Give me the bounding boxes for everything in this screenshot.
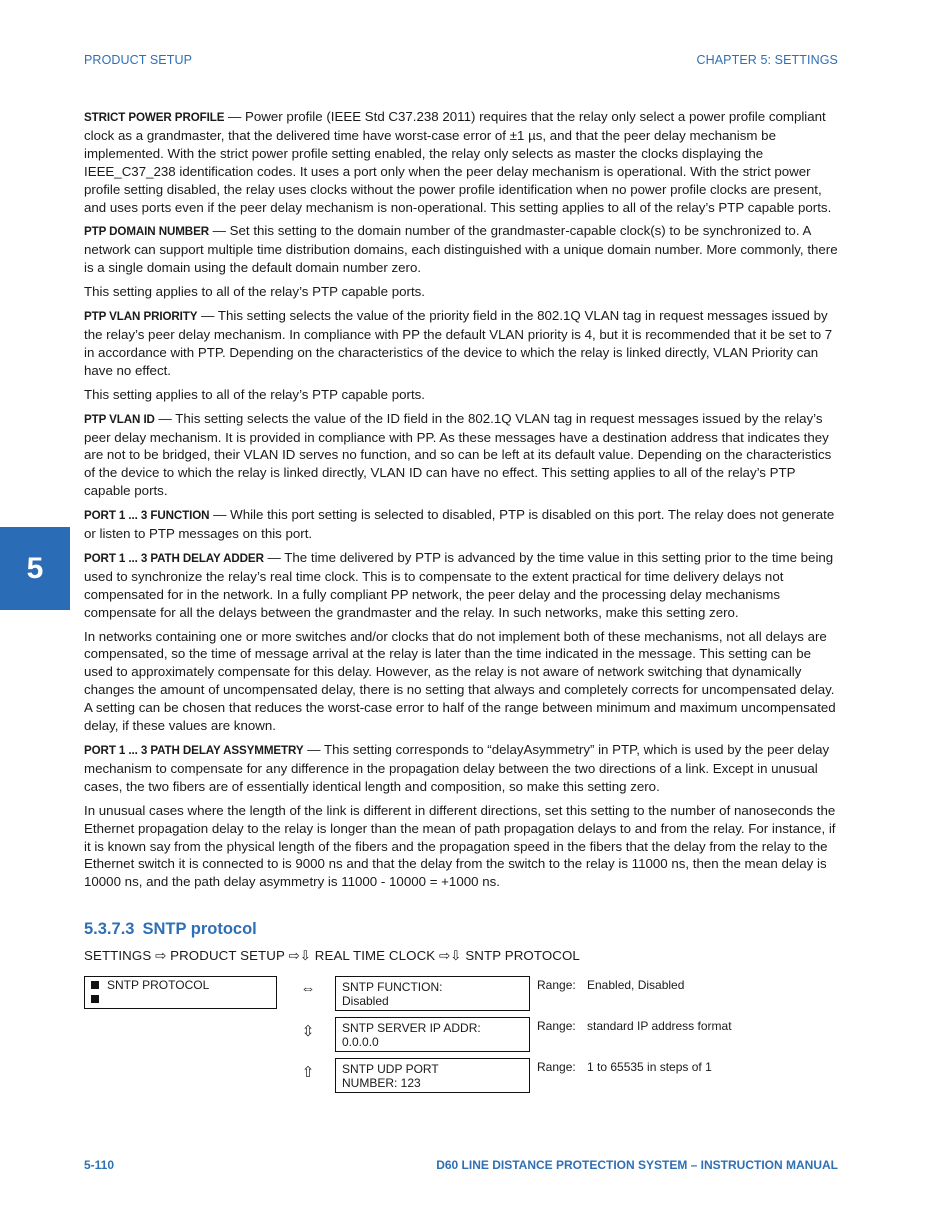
bullet-square-icon bbox=[91, 995, 99, 1003]
manual-title: D60 LINE DISTANCE PROTECTION SYSTEM – INSTRUCTION MANUAL bbox=[436, 1158, 838, 1172]
up-down-arrow-icon: ⇳ bbox=[301, 1023, 315, 1040]
setting-term: PTP DOMAIN NUMBER bbox=[84, 225, 209, 239]
setting-box-sntp-udp-port: SNTP UDP PORT NUMBER: 123 bbox=[335, 1058, 530, 1093]
setting-term: PORT 1 ... 3 PATH DELAY ADDER bbox=[84, 551, 264, 565]
paragraph-port-function: PORT 1 ... 3 FUNCTION — While this port setting is selected to disabled, PTP is disabled on this port. The relay does not generate or listen to PTP messages on this port. bbox=[84, 507, 835, 542]
menu-path: SETTINGS ⇨ PRODUCT SETUP ⇨⇩ REAL TIME CLOCK ⇨⇩ SNTP PROTOCOL bbox=[84, 948, 580, 963]
left-right-arrow-icon: ⇔ bbox=[300, 980, 316, 997]
paragraph-note: This setting applies to all of the relay’s PTP capable ports. bbox=[84, 284, 425, 300]
body-text bbox=[84, 108, 838, 897]
setting-term: PORT 1 ... 3 PATH DELAY ASSYMMETRY bbox=[84, 744, 304, 757]
setting-range: Range: standard IP address format bbox=[537, 1019, 732, 1033]
setting-term: PORT 1 ... 3 FUNCTION bbox=[84, 509, 210, 523]
paragraph-path-delay-asymmetry: PORT 1 ... 3 PATH DELAY ASSYMMETRY — This setting corresponds to “delayAsymmetry” in PTP, which is used by the peer delay mechanism to compensate for any difference in the propagation delay between the two directions of a link. Except in unusual cases, the two fibers are of essentially identical length and composition, so make this setting zero. bbox=[84, 742, 830, 794]
paragraph-uncompensated-delay: In networks containing one or more switches and/or clocks that do not implement both of these mechanisms, not all delays are compensated, so the time of message arrival at the relay is later than the time indicated in the message. This setting can be used to approximately compensate for this delay. However, as the relay is not aware of network switching that dynamically changes the amount of uncompensated delay, there is no setting that always and completely corrects for uncompensated delay. A setting can be chosen that reduces the worst-case error to half of the range between minimum and maximum uncompensated delay, if these values are known. bbox=[84, 628, 836, 734]
bullet-square-icon bbox=[91, 981, 99, 989]
setting-term: PTP VLAN ID bbox=[84, 412, 155, 426]
setting-box-sntp-function: SNTP FUNCTION: Disabled bbox=[335, 976, 530, 1011]
up-arrow-icon: ⇧ bbox=[301, 1064, 315, 1081]
paragraph-ptp-vlan-priority: PTP VLAN PRIORITY — This setting selects the value of the priority field in the 802.1Q VLAN tag in request messages issued by the relay’s peer delay mechanism. In compliance with PP the default VLAN priority is 4, but it is recommended that it be set to 7 in accordance with PTP. Depending on the characteristics of the device to which the relay is linked directly, VLAN Priority can have no effect. bbox=[84, 308, 833, 378]
running-header-section: PRODUCT SETUP bbox=[84, 53, 193, 67]
chapter-tab: 5 bbox=[0, 527, 70, 610]
paragraph-ptp-domain-number: PTP DOMAIN NUMBER — Set this setting to the domain number of the grandmaster-capable clock(s) to be synchronized to. A network can support multiple time distribution domains, each distinguished with a unique domain number. More commonly, there is a single domain using the default domain number zero. bbox=[84, 223, 838, 276]
setting-term: PTP VLAN PRIORITY bbox=[84, 310, 198, 324]
running-header-chapter: CHAPTER 5: SETTINGS bbox=[696, 53, 838, 67]
paragraph-path-delay-adder: PORT 1 ... 3 PATH DELAY ADDER — The time delivered by PTP is advanced by the time value in this setting prior to the time being used to synchronize the relay’s real time clock. This is to compensate to the extent practical for time delivery delays not compensated for in the network. In a fully compliant PP network, the peer delay and the processing delay mechanisms compensate for all the delays between the grandmaster and the relay. In such networks, make this setting zero. bbox=[84, 549, 834, 620]
paragraph-ptp-vlan-id: PTP VLAN ID — This setting selects the value of the ID field in the 802.1Q VLAN tag in request messages issued by the relay’s peer delay mechanism. It is provided in compliance with PP. As these messages have a destination address that indicates they are not to be bridged, their VLAN ID serves no function, and so can be left at its default value. Depending on the characteristics of the device to which the relay is linked directly, VLAN ID can have no effect. This setting applies to all of the relay’s PTP capable ports. bbox=[84, 410, 832, 499]
section-title: SNTP protocol bbox=[142, 920, 257, 938]
paragraph-asymmetry-example: In unusual cases where the length of the link is different in different directions, set this setting to the number of nanoseconds the Ethernet propagation delay to the relay is longer than the mean of path propagation delays to and from the relay. For instance, if it is known say from the physical length of the fibers and the propagation speed in the fibers that the delay from the relay to the Ethernet switch it is connected to is 9000 ns and that the delay from the switch to the relay is 11000 ns, then the mean delay is 10000 ns, and the path delay asymmetry is 11000 - 10000 = +1000 ns. bbox=[84, 802, 836, 890]
setting-term: STRICT POWER PROFILE bbox=[84, 111, 225, 124]
paragraph-note: This setting applies to all of the relay’s PTP capable ports. bbox=[84, 386, 425, 402]
section-heading bbox=[84, 920, 257, 939]
setting-range: Range: 1 to 65535 in steps of 1 bbox=[537, 1060, 712, 1074]
page-number: 5-110 bbox=[84, 1158, 115, 1172]
menu-box-sntp-protocol: SNTP PROTOCOL bbox=[84, 976, 277, 1009]
paragraph-strict-power-profile: STRICT POWER PROFILE — Power profile (IEEE Std C37.238 2011) requires that the relay only select a power profile compliant clock as a grandmaster, that the delivered time have worst-case error of ±1 µs, and that the peer delay mechanism be implemented. With the strict power profile setting enabled, the relay only selects as master the clocks displaying the IEEE_C37_238 identification codes. It uses a port only when the peer delay mechanism is operational. With the strict power profile setting disabled, the relay uses clocks without the power profile identification when no power profile clocks are present, and uses ports even if the peer delay mechanism is non-operational. This setting applies to all of the relay’s PTP capable ports. bbox=[84, 109, 832, 215]
section-number: 5.3.7.3 bbox=[84, 920, 135, 938]
setting-box-sntp-server-ip: SNTP SERVER IP ADDR: 0.0.0.0 bbox=[335, 1017, 530, 1052]
setting-range: Range: Enabled, Disabled bbox=[537, 978, 685, 992]
